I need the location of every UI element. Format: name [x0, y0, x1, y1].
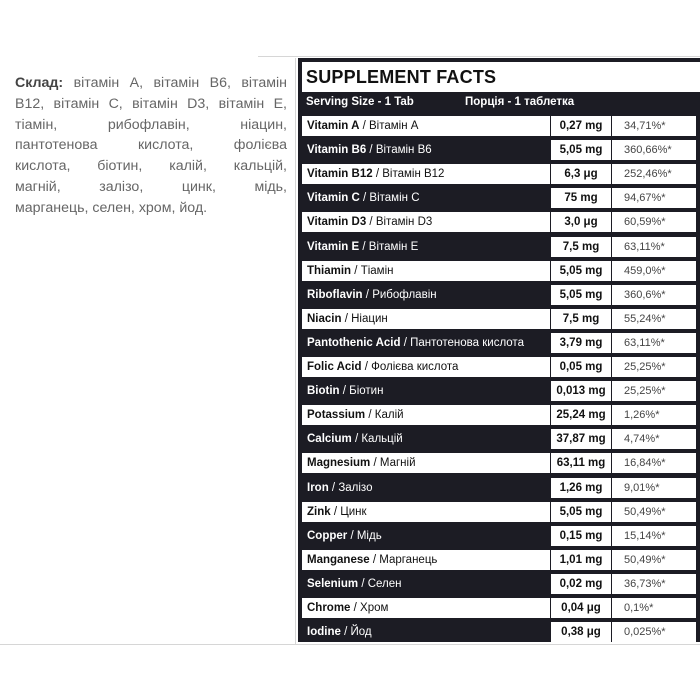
- vertical-divider: [295, 58, 296, 644]
- nutrient-name-en: Vitamin B6: [307, 144, 367, 157]
- nutrient-daily-value: 63,11%*: [612, 333, 696, 353]
- nutrient-row: [298, 138, 700, 162]
- nutrient-row: [298, 331, 700, 355]
- composition-line: пантотенова кислота, фолієва: [15, 137, 287, 154]
- nutrient-name-ua: Вітамін С: [369, 192, 420, 205]
- nutrient-row: [298, 355, 700, 379]
- nutrient-name: Copper / Мідь: [302, 526, 550, 546]
- nutrient-name-ua: Калій: [374, 409, 404, 422]
- composition-line: тіамін, рибофлавін, ніацин,: [15, 116, 287, 133]
- nutrient-name-en: Vitamin A: [307, 120, 360, 132]
- nutrient-name: Vitamin E / Вітамін Е: [302, 237, 550, 257]
- nutrient-name: Vitamin A / Вітамін А: [302, 116, 550, 136]
- nutrient-daily-value: 360,66%*: [612, 140, 696, 160]
- nutrient-row: [298, 379, 700, 403]
- nutrient-daily-value: 50,49%*: [612, 550, 696, 570]
- nutrient-name-en: Folic Acid: [307, 361, 362, 373]
- nutrient-daily-value: 25,25%*: [612, 381, 696, 401]
- nutrient-amount: 0,27 mg: [551, 116, 611, 136]
- nutrient-name: Manganese / Марганець: [302, 550, 550, 570]
- nutrient-amount: 37,87 mg: [551, 429, 611, 449]
- nutrient-daily-value: 360,6%*: [612, 285, 696, 305]
- nutrient-name-en: Iodine: [307, 626, 341, 639]
- nutrient-amount: 5,05 mg: [551, 285, 611, 305]
- nutrient-name-en: Calcium: [307, 433, 352, 446]
- nutrient-row: [298, 235, 700, 259]
- facts-title: SUPPLEMENT FACTS: [302, 62, 700, 92]
- nutrient-name-ua: Хром: [360, 602, 389, 614]
- nutrient-name-ua: Вітамін А: [369, 120, 419, 132]
- nutrient-daily-value: 55,24%*: [612, 309, 696, 329]
- nutrient-name-ua: Йод: [350, 626, 372, 639]
- nutrient-name-en: Potassium: [307, 409, 366, 422]
- nutrient-daily-value: 63,11%*: [612, 237, 696, 257]
- nutrient-name: Vitamin D3 / Вітамін D3: [302, 212, 550, 232]
- nutrient-amount: 3,0 μg: [551, 212, 611, 232]
- composition-text: [15, 73, 287, 219]
- nutrient-row: [298, 186, 700, 210]
- nutrient-amount: 0,013 mg: [551, 381, 611, 401]
- nutrient-daily-value: 1,26%*: [612, 405, 696, 425]
- composition-label: Склад:: [15, 75, 64, 91]
- composition-line: вітамін А, вітамін В6, вітамін: [73, 75, 287, 91]
- nutrient-row: [298, 210, 700, 234]
- nutrient-name-ua: Фолієва кислота: [371, 361, 459, 373]
- nutrient-name-en: Niacin: [307, 312, 342, 325]
- nutrient-name-en: Vitamin D3: [307, 216, 367, 229]
- nutrient-name: Thiamin / Тіамін: [302, 261, 550, 281]
- nutrient-name-ua: Пантотенова кислота: [410, 336, 524, 349]
- nutrient-name-en: Vitamin B12: [307, 168, 373, 181]
- nutrient-name-ua: Вітамін Е: [368, 240, 419, 253]
- nutrient-name-en: Vitamin C: [307, 192, 360, 205]
- nutrient-name-ua: Біотин: [349, 385, 384, 398]
- nutrient-amount: 0,05 mg: [551, 357, 611, 377]
- nutrient-amount: 1,01 mg: [551, 550, 611, 570]
- nutrient-name-ua: Марганець: [379, 553, 438, 566]
- nutrient-name-en: Zink: [307, 505, 331, 518]
- nutrient-name-en: Vitamin E: [307, 240, 360, 253]
- serving-size-en: Serving Size - 1 Tab: [306, 96, 414, 108]
- nutrient-row: [298, 451, 700, 475]
- nutrient-daily-value: 4,74%*: [612, 429, 696, 449]
- nutrient-name-en: Pantothenic Acid: [307, 336, 401, 349]
- nutrient-amount: 0,02 mg: [551, 574, 611, 594]
- nutrient-row: [298, 307, 700, 331]
- composition-line: магній, залізо, цинк, мідь,: [15, 178, 287, 195]
- serving-size-bar: [298, 92, 700, 112]
- nutrient-name: Iodine / Йод: [302, 622, 550, 642]
- nutrient-daily-value: 9,01%*: [612, 478, 696, 498]
- nutrient-daily-value: 50,49%*: [612, 502, 696, 522]
- nutrient-name-ua: Селен: [367, 577, 402, 590]
- nutrient-daily-value: 459,0%*: [612, 261, 696, 281]
- nutrient-amount: 1,26 mg: [551, 478, 611, 498]
- nutrient-name: Riboflavin / Рибофлавін: [302, 285, 550, 305]
- supplement-facts-panel: [298, 58, 700, 642]
- nutrient-row: [298, 283, 700, 307]
- nutrient-daily-value: 34,71%*: [612, 116, 696, 136]
- nutrient-name: Vitamin C / Вітамін С: [302, 188, 550, 208]
- nutrient-daily-value: 15,14%*: [612, 526, 696, 546]
- nutrient-row: [298, 596, 700, 620]
- nutrient-row: [298, 114, 700, 138]
- nutrient-daily-value: 252,46%*: [612, 164, 696, 184]
- nutrient-daily-value: 94,67%*: [612, 188, 696, 208]
- composition-line: марганець, селен, хром, йод.: [15, 199, 208, 216]
- nutrient-name-en: Magnesium: [307, 457, 371, 470]
- nutrient-daily-value: 0,025%*: [612, 622, 696, 642]
- nutrient-name-ua: Тіамін: [360, 264, 394, 277]
- nutrient-name: Zink / Цинк: [302, 502, 550, 522]
- nutrient-amount: 7,5 mg: [551, 309, 611, 329]
- nutrient-name-en: Manganese: [307, 553, 370, 566]
- nutrient-name: Chrome / Хром: [302, 598, 550, 618]
- nutrient-name-en: Thiamin: [307, 264, 352, 277]
- nutrient-name: Selenium / Селен: [302, 574, 550, 594]
- nutrient-amount: 0,04 μg: [551, 598, 611, 618]
- nutrient-daily-value: 16,84%*: [612, 453, 696, 473]
- nutrient-name: Vitamin B6 / Вітамін В6: [302, 140, 550, 160]
- nutrient-name-en: Copper: [307, 529, 348, 542]
- nutrient-name: Potassium / Калій: [302, 405, 550, 425]
- nutrient-name-en: Biotin: [307, 385, 340, 398]
- nutrient-amount: 7,5 mg: [551, 237, 611, 257]
- nutrient-amount: 63,11 mg: [551, 453, 611, 473]
- nutrient-name-ua: Вітамін В12: [382, 168, 445, 181]
- nutrient-daily-value: 0,1%*: [612, 598, 696, 618]
- nutrient-name: Biotin / Біотин: [302, 381, 550, 401]
- top-divider: [258, 56, 700, 57]
- nutrient-amount: 3,79 mg: [551, 333, 611, 353]
- nutrient-daily-value: 60,59%*: [612, 212, 696, 232]
- nutrient-row: [298, 259, 700, 283]
- nutrient-daily-value: 36,73%*: [612, 574, 696, 594]
- nutrient-name-en: Selenium: [307, 577, 359, 590]
- nutrient-amount: 5,05 mg: [551, 261, 611, 281]
- nutrient-name: Calcium / Кальцій: [302, 429, 550, 449]
- nutrient-daily-value: 25,25%*: [612, 357, 696, 377]
- nutrient-row: [298, 548, 700, 572]
- nutrient-name-ua: Кальцій: [361, 433, 403, 446]
- nutrient-name: Magnesium / Магній: [302, 453, 550, 473]
- nutrient-amount: 0,15 mg: [551, 526, 611, 546]
- nutrient-name-ua: Вітамін В6: [375, 144, 432, 157]
- nutrient-name-ua: Рибофлавін: [372, 288, 437, 301]
- nutrient-name: Folic Acid / Фолієва кислота: [302, 357, 550, 377]
- nutrient-row: [298, 620, 700, 644]
- nutrient-amount: 75 mg: [551, 188, 611, 208]
- nutrient-name: Pantothenic Acid / Пантотенова кислота: [302, 333, 550, 353]
- nutrient-amount: 5,05 mg: [551, 502, 611, 522]
- composition-line: кислота, біотин, калій, кальцій,: [15, 158, 287, 175]
- bottom-divider: [0, 644, 700, 645]
- serving-size-ua: Порція - 1 таблетка: [465, 96, 575, 108]
- nutrient-name: Niacin / Ніацин: [302, 309, 550, 329]
- nutrient-name-ua: Магній: [379, 457, 416, 470]
- nutrient-row: [298, 162, 700, 186]
- composition-line: В12, вітамін С, вітамін D3, вітамін Е,: [15, 95, 287, 112]
- nutrient-row: [298, 403, 700, 427]
- nutrient-name-en: Chrome: [307, 602, 351, 614]
- nutrient-row: [298, 572, 700, 596]
- nutrient-name-en: Iron: [307, 481, 329, 494]
- nutrient-amount: 6,3 μg: [551, 164, 611, 184]
- nutrient-row: [298, 500, 700, 524]
- nutrient-name-ua: Мідь: [356, 529, 382, 542]
- nutrient-name-ua: Ніацин: [351, 312, 388, 325]
- nutrient-row: [298, 476, 700, 500]
- nutrient-name-ua: Цинк: [340, 505, 367, 518]
- nutrient-row: [298, 524, 700, 548]
- nutrient-name-ua: Залізо: [338, 481, 373, 494]
- nutrient-amount: 0,38 μg: [551, 622, 611, 642]
- nutrient-row: [298, 427, 700, 451]
- nutrient-amount: 25,24 mg: [551, 405, 611, 425]
- nutrient-name: Vitamin B12 / Вітамін В12: [302, 164, 550, 184]
- nutrient-name-ua: Вітамін D3: [375, 216, 433, 229]
- nutrient-amount: 5,05 mg: [551, 140, 611, 160]
- nutrient-name-en: Riboflavin: [307, 288, 363, 301]
- nutrient-name: Iron / Залізо: [302, 478, 550, 498]
